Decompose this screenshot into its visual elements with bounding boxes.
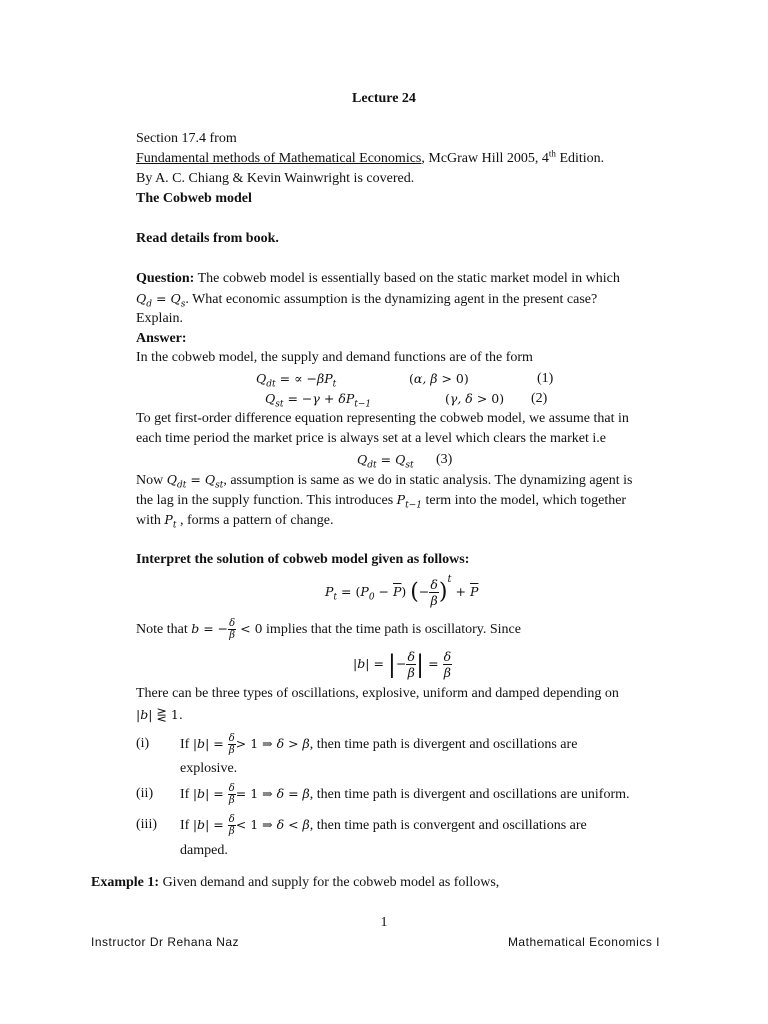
read-details: Read details from book. [136, 231, 279, 246]
case-i-line [180, 733, 577, 756]
note-prefix: Note that [136, 622, 192, 637]
topic-heading: The Cobweb model [136, 191, 252, 206]
price-term: $P_t$ [164, 512, 177, 531]
example-label: Example 1: [91, 875, 160, 890]
case-iii-continuation: damped. [180, 843, 228, 858]
delta-over-beta: $\frac{\delta}{\beta}$ [430, 577, 438, 608]
case-ii-line [180, 783, 630, 806]
question-line-1 [136, 269, 620, 289]
now-formula: $Q_{dt} = Q_{st}$ [166, 472, 224, 491]
clear-line-1: To get first-order difference equation representing the cobweb model, we assume that in [136, 411, 629, 426]
case-iii-condition: |b| = $\frac{\delta}{\beta}$ < 1 ⇒ δ < β [192, 814, 310, 837]
note-tail: implies that the time path is oscillatory. Since [262, 622, 521, 637]
abs-b-equation: |b| = |− $\frac{\delta}{\beta}$ | = $\frac{\delta}{\beta}$ [353, 649, 452, 680]
case-ii-condition: |b| = $\frac{\delta}{\beta}$ = 1 ⇒ δ = β [192, 783, 310, 806]
example-text: Given demand and supply for the cobweb model as follows, [159, 875, 500, 890]
authors-line: By A. C. Chiang & Kevin Wainwright is covered. [136, 171, 415, 186]
case-iii-line [180, 814, 587, 837]
static-equilibrium-formula: $Q_d = Q_s$ [136, 291, 186, 310]
question-label: Question: [136, 271, 195, 286]
page-number: 1 [380, 915, 388, 930]
eq3-number: (3) [436, 452, 453, 467]
example-line [91, 873, 499, 893]
with-line [136, 510, 334, 531]
three-types-line: There can be three types of oscillations, explosive, uniform and damped depending on [136, 686, 619, 701]
question-line-2 [136, 289, 597, 310]
now-line [136, 470, 633, 491]
lag-line-tail: term into the model, which together [421, 493, 627, 508]
solution-equation: $P_t = (P_0 - \overline{P})$ (− $\frac{\delta}{\beta}$ )$^t + \overline{P}$ [325, 574, 479, 608]
case-iii-if: If [180, 818, 193, 833]
lag-term: $P_{t-1}$ [396, 492, 422, 511]
question-line-3: Explain. [136, 311, 184, 326]
case-ii-tail: , then time path is divergent and oscillations are uniform. [309, 787, 630, 802]
case-ii-if: If [180, 787, 193, 802]
question-text: The cobweb model is essentially based on the static market model in which [194, 271, 620, 286]
book-title: Fundamental methods of Mathematical Economics [136, 151, 422, 166]
with-prefix: with [136, 513, 165, 528]
book-edition-sup: th [548, 148, 556, 159]
case-iii-tail: , then time path is convergent and oscillations are [309, 818, 587, 833]
case-i-continuation: explosive. [180, 761, 238, 776]
case-i-condition: |b| = $\frac{\delta}{\beta}$ > 1 ⇒ δ > β [192, 733, 310, 756]
lag-line [136, 490, 626, 511]
answer-label: Answer: [136, 331, 187, 346]
supply-condition: (γ, δ > 0) [445, 391, 505, 406]
lag-line-head: the lag in the supply function. This introduces [136, 493, 397, 508]
eq1-number: (1) [537, 371, 554, 386]
lecture-title: Lecture 24 [352, 91, 416, 106]
question-line2-tail: . What economic assumption is the dynamizing agent in the present case? [185, 292, 598, 307]
b-definition: b = − $\frac{\delta}{\beta}$ < 0 [191, 618, 263, 641]
footer-course: Mathematical Economics I [507, 935, 660, 949]
section-line: Section 17.4 from [136, 131, 237, 146]
now-tail: , assumption is same as we do in static analysis. The dynamizing agent is [223, 473, 633, 488]
clear-line-2: each time period the market price is always set at a level which clears the market i.e [136, 431, 606, 446]
interpret-heading: Interpret the solution of cobweb model given as follows: [136, 552, 470, 567]
abs-b-comparison: |b| ⋛ 1. [136, 707, 183, 722]
case-ii-label: (ii) [136, 786, 154, 801]
footer-instructor: Instructor Dr Rehana Naz [91, 935, 240, 949]
now-prefix: Now [136, 473, 167, 488]
case-i-tail: , then time path is divergent and oscillations are [309, 737, 578, 752]
demand-condition: (α, β > 0) [409, 371, 469, 386]
eq2-number: (2) [531, 391, 548, 406]
case-iii-label: (iii) [136, 817, 157, 832]
book-reference [136, 149, 604, 169]
answer-intro: In the cobweb model, the supply and demand functions are of the form [136, 350, 533, 365]
supply-equation: $Q_{st} = -\gamma + \delta P_{t-1}$ [265, 391, 372, 410]
book-publisher: , McGraw Hill 2005, 4 [421, 151, 549, 166]
case-i-if: If [180, 737, 193, 752]
book-edition-tail: Edition. [555, 151, 605, 166]
market-clearing-equation: $Q_{dt} = Q_{st}$ [357, 452, 414, 471]
demand-equation: $Q_{dt}$ = ∝ $-\beta P_t$ [256, 371, 337, 390]
case-i-label: (i) [136, 736, 150, 751]
with-tail: , forms a pattern of change. [176, 513, 334, 528]
note-line [136, 618, 521, 641]
